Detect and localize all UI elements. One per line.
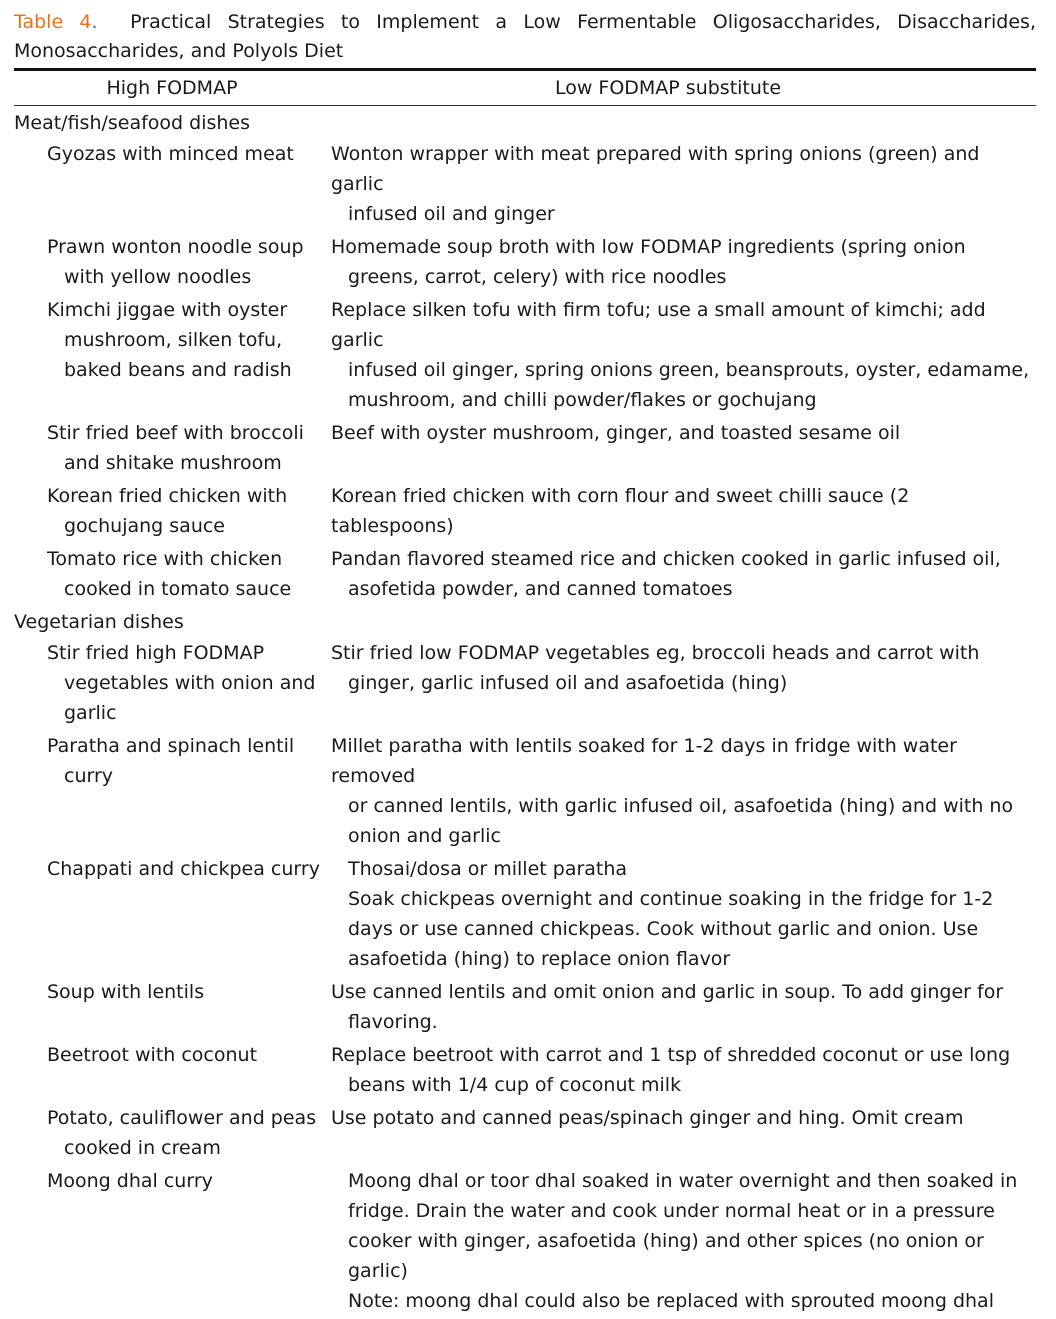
high-fodmap-text: Korean fried chicken with xyxy=(47,485,288,507)
low-fodmap-text: Millet paratha with lentils soaked for 1-2 days in fridge with water removed xyxy=(331,735,957,787)
low-fodmap-cell xyxy=(331,139,1036,229)
high-fodmap-text: Kimchi jiggae with oyster xyxy=(47,299,288,321)
high-fodmap-cell xyxy=(14,638,331,728)
low-fodmap-cell xyxy=(331,544,1036,604)
table-header xyxy=(14,71,1036,105)
low-fodmap-paragraph: Soak chickpeas overnight and continue soaking in the fridge for 1-2 days or use canned chickpeas. Cook without garlic and onion. Use asafoetida (hing) to replace onion flavor xyxy=(348,888,994,970)
table-row xyxy=(14,295,1036,415)
high-fodmap-text: Beetroot with coconut xyxy=(47,1044,258,1066)
high-fodmap-text: Stir fried beef with broccoli xyxy=(47,422,304,444)
high-fodmap-text: Stir fried high FODMAP xyxy=(47,642,265,664)
low-fodmap-text: Replace beetroot with carrot and 1 tsp of shredded coconut or use long xyxy=(331,1044,1011,1066)
high-fodmap-cell xyxy=(14,139,331,229)
table-row xyxy=(14,731,1036,851)
low-fodmap-text: beans with 1/4 cup of coconut milk xyxy=(348,1074,682,1096)
caption-dot: . xyxy=(91,11,98,33)
low-fodmap-text: Replace silken tofu with firm tofu; use a small amount of kimchi; add garlic xyxy=(331,299,986,351)
high-fodmap-cell xyxy=(14,1166,331,1316)
low-fodmap-text: Homemade soup broth with low FODMAP ingredients (spring onion xyxy=(331,236,966,258)
high-fodmap-cell xyxy=(14,854,331,974)
low-fodmap-text: Wonton wrapper with meat prepared with spring onions (green) and garlic xyxy=(331,143,980,195)
low-fodmap-cell xyxy=(331,731,1036,851)
section-heading: Vegetarian dishes xyxy=(14,611,184,633)
table-body xyxy=(14,108,1036,1316)
low-fodmap-text: greens, carrot, celery) with rice noodles xyxy=(348,266,727,288)
high-fodmap-text: Potato, cauliflower and peas xyxy=(47,1107,317,1129)
high-fodmap-text: Chappati and chickpea curry xyxy=(47,858,320,880)
table-row xyxy=(14,1103,1036,1163)
column-header-high-fodmap: High FODMAP xyxy=(106,77,238,99)
table-caption xyxy=(14,8,1036,66)
low-fodmap-text: Stir fried low FODMAP vegetables eg, broccoli heads and carrot with xyxy=(331,642,980,664)
header-rule xyxy=(14,105,1036,106)
table-row xyxy=(14,977,1036,1037)
low-fodmap-paragraph: Thosai/dosa or millet paratha xyxy=(348,858,628,880)
low-fodmap-text: Pandan flavored steamed rice and chicken cooked in garlic infused oil, xyxy=(331,548,1001,570)
high-fodmap-cell xyxy=(14,295,331,415)
high-fodmap-cell xyxy=(14,731,331,851)
low-fodmap-cell xyxy=(331,854,1036,974)
high-fodmap-text: with yellow noodles xyxy=(64,266,252,288)
table-row xyxy=(14,1166,1036,1316)
low-fodmap-text: onion and garlic xyxy=(348,825,501,847)
high-fodmap-cell xyxy=(14,1040,331,1100)
low-fodmap-text: Beef with oyster mushroom, ginger, and toasted sesame oil xyxy=(331,422,901,444)
low-fodmap-text: Use canned lentils and omit onion and garlic in soup. To add ginger for xyxy=(331,981,1004,1003)
high-fodmap-text: cooked in cream xyxy=(64,1137,221,1159)
section-heading: Meat/fish/seafood dishes xyxy=(14,112,251,134)
low-fodmap-text: asofetida powder, and canned tomatoes xyxy=(348,578,733,600)
high-fodmap-cell xyxy=(14,1103,331,1163)
table-row xyxy=(14,638,1036,728)
high-fodmap-text: vegetables with onion and xyxy=(64,672,316,694)
low-fodmap-cell xyxy=(331,418,1036,478)
table-label: Table 4 xyxy=(14,11,92,33)
low-fodmap-text: Korean fried chicken with corn flour and sweet chilli sauce (2 tablespoons) xyxy=(331,485,910,537)
high-fodmap-cell xyxy=(14,977,331,1037)
high-fodmap-text: garlic xyxy=(64,702,117,724)
low-fodmap-cell xyxy=(331,295,1036,415)
high-fodmap-text: Soup with lentils xyxy=(47,981,205,1003)
low-fodmap-text: Use potato and canned peas/spinach ginger and hing. Omit cream xyxy=(331,1107,964,1129)
low-fodmap-text: mushroom, and chilli powder/flakes or gochujang xyxy=(348,389,817,411)
high-fodmap-text: Paratha and spinach lentil xyxy=(47,735,295,757)
table-row xyxy=(14,139,1036,229)
low-fodmap-cell xyxy=(331,1166,1036,1316)
low-fodmap-text: infused oil and ginger xyxy=(348,203,555,225)
low-fodmap-cell xyxy=(331,1040,1036,1100)
low-fodmap-cell xyxy=(331,1103,1036,1163)
high-fodmap-text: baked beans and radish xyxy=(64,359,292,381)
high-fodmap-text: Gyozas with minced meat xyxy=(47,143,294,165)
high-fodmap-cell xyxy=(14,544,331,604)
column-header-low-fodmap: Low FODMAP substitute xyxy=(554,77,782,99)
low-fodmap-cell xyxy=(331,481,1036,541)
high-fodmap-text: Tomato rice with chicken xyxy=(47,548,283,570)
high-fodmap-text: Moong dhal curry xyxy=(47,1170,213,1192)
table-row xyxy=(14,481,1036,541)
high-fodmap-text: cooked in tomato sauce xyxy=(64,578,292,600)
high-fodmap-text: curry xyxy=(64,765,114,787)
low-fodmap-paragraph: Moong dhal or toor dhal soaked in water overnight and then soaked in fridge. Drain the water and cook under normal heat or in a pressure cooker with ginger, asafoetida (hing) and other spices (no onion or garlic) xyxy=(348,1170,1018,1282)
low-fodmap-cell xyxy=(331,638,1036,728)
low-fodmap-cell xyxy=(331,232,1036,292)
high-fodmap-text: and shitake mushroom xyxy=(64,452,282,474)
low-fodmap-text: ginger, garlic infused oil and asafoetida (hing) xyxy=(348,672,788,694)
high-fodmap-text: Prawn wonton noodle soup xyxy=(47,236,304,258)
table-row xyxy=(14,232,1036,292)
high-fodmap-cell xyxy=(14,232,331,292)
table-title: Practical Strategies to Implement a Low Fermentable Oligosaccharides, Disaccharides, Monosaccharides, and Polyols Diet xyxy=(14,11,1036,62)
table-row xyxy=(14,1040,1036,1100)
low-fodmap-text: flavoring. xyxy=(348,1011,438,1033)
low-fodmap-paragraph: Note: moong dhal could also be replaced with sprouted moong dhal xyxy=(348,1290,994,1312)
high-fodmap-cell xyxy=(14,418,331,478)
table-document xyxy=(14,8,1036,1319)
low-fodmap-cell xyxy=(331,977,1036,1037)
high-fodmap-cell xyxy=(14,481,331,541)
high-fodmap-text: gochujang sauce xyxy=(64,515,225,537)
table-row xyxy=(14,418,1036,478)
table-row xyxy=(14,544,1036,604)
low-fodmap-text: infused oil ginger, spring onions green, beansprouts, oyster, edamame, xyxy=(348,359,1030,381)
table-row xyxy=(14,854,1036,974)
low-fodmap-text: or canned lentils, with garlic infused oil, asafoetida (hing) and with no xyxy=(348,795,1014,817)
high-fodmap-text: mushroom, silken tofu, xyxy=(64,329,283,351)
